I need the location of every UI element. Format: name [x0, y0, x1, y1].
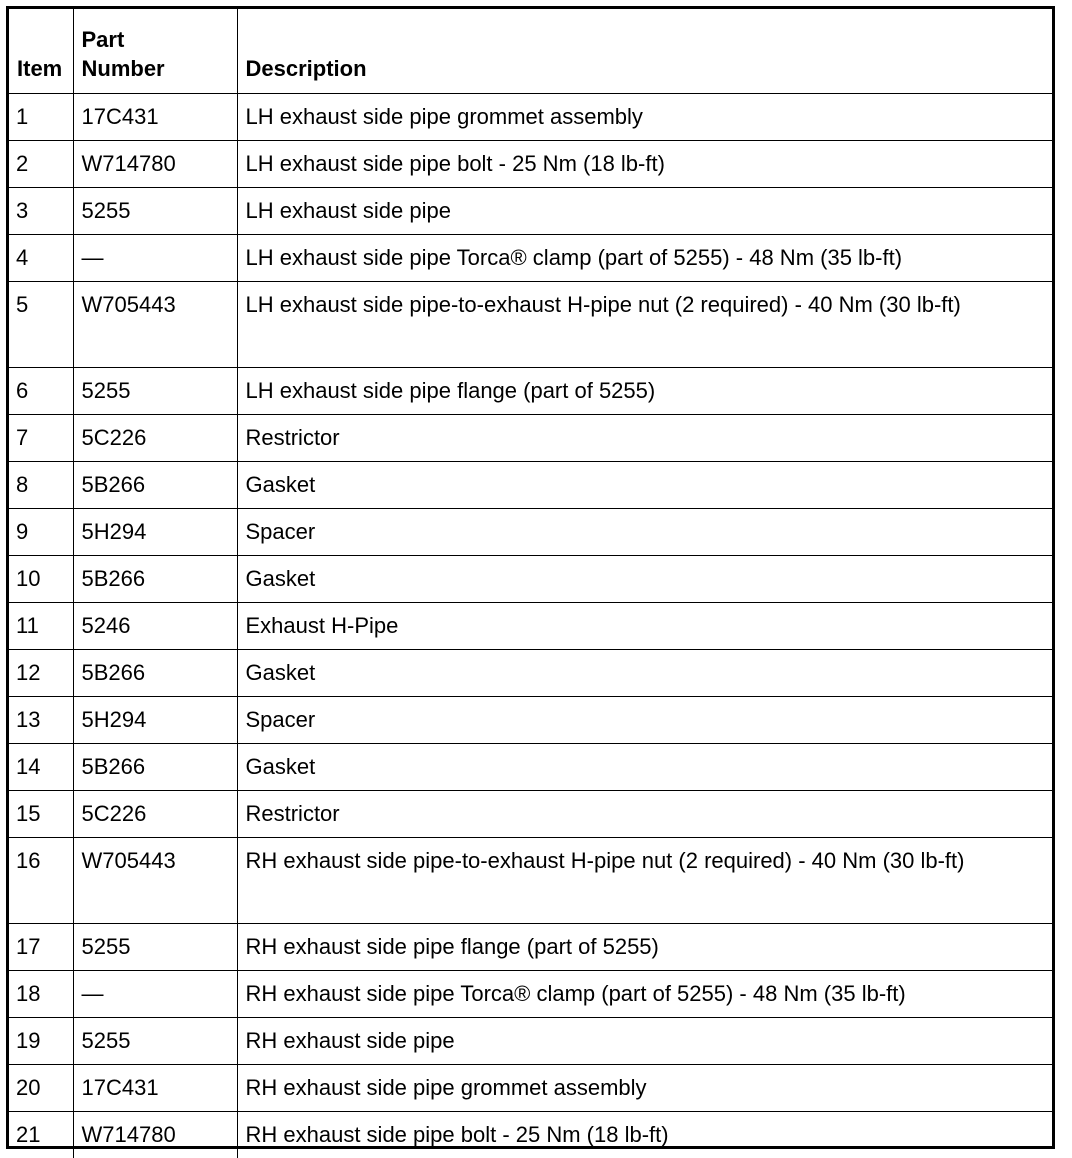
parts-table [9, 9, 1052, 1158]
cell-description: RH exhaust side pipe bolt - 25 Nm (18 lb-ft) [237, 1112, 1052, 1158]
table-row [9, 603, 1052, 650]
cell-part-number: — [73, 235, 237, 282]
cell-part-number: 5B266 [73, 462, 237, 509]
header-item: Item [9, 9, 73, 94]
cell-part-number: 5B266 [73, 556, 237, 603]
cell-description: LH exhaust side pipe [237, 188, 1052, 235]
cell-part-number: 5C226 [73, 791, 237, 838]
cell-description: LH exhaust side pipe grommet assembly [237, 94, 1052, 141]
cell-part-number: — [73, 971, 237, 1018]
cell-item: 4 [9, 235, 73, 282]
header-part-line1: Part [81, 27, 125, 52]
cell-part-number: 5B266 [73, 744, 237, 791]
cell-description: RH exhaust side pipe Torca® clamp (part of 5255) - 48 Nm (35 lb-ft) [237, 971, 1052, 1018]
cell-description: LH exhaust side pipe-to-exhaust H-pipe nut (2 required) - 40 Nm (30 lb-ft) [237, 282, 1052, 368]
table-row [9, 509, 1052, 556]
cell-item: 15 [9, 791, 73, 838]
table-row [9, 971, 1052, 1018]
cell-item: 1 [9, 94, 73, 141]
cell-item: 20 [9, 1065, 73, 1112]
header-part-number [73, 9, 237, 94]
cell-part-number: 5C226 [73, 415, 237, 462]
cell-item: 14 [9, 744, 73, 791]
table-row [9, 744, 1052, 791]
cell-description: RH exhaust side pipe-to-exhaust H-pipe nut (2 required) - 40 Nm (30 lb-ft) [237, 838, 1052, 924]
header-description: Description [237, 9, 1052, 94]
cell-item: 10 [9, 556, 73, 603]
cell-description: Spacer [237, 509, 1052, 556]
table-row [9, 697, 1052, 744]
table-row [9, 282, 1052, 368]
table-row [9, 924, 1052, 971]
header-part-line2: Number [81, 56, 165, 81]
table-row [9, 141, 1052, 188]
cell-part-number: 17C431 [73, 1065, 237, 1112]
table-row [9, 838, 1052, 924]
cell-item: 12 [9, 650, 73, 697]
cell-item: 3 [9, 188, 73, 235]
cell-item: 2 [9, 141, 73, 188]
cell-part-number: 5255 [73, 924, 237, 971]
cell-part-number: 5H294 [73, 509, 237, 556]
cell-item: 18 [9, 971, 73, 1018]
cell-description: LH exhaust side pipe bolt - 25 Nm (18 lb-ft) [237, 141, 1052, 188]
table-row [9, 1065, 1052, 1112]
cell-description: Gasket [237, 744, 1052, 791]
cell-description: Spacer [237, 697, 1052, 744]
cell-description: Gasket [237, 650, 1052, 697]
cell-part-number: 5255 [73, 1018, 237, 1065]
cell-item: 16 [9, 838, 73, 924]
cell-description: RH exhaust side pipe flange (part of 5255) [237, 924, 1052, 971]
cell-description: RH exhaust side pipe grommet assembly [237, 1065, 1052, 1112]
cell-description: Restrictor [237, 791, 1052, 838]
cell-description: RH exhaust side pipe [237, 1018, 1052, 1065]
cell-item: 21 [9, 1112, 73, 1158]
cell-item: 7 [9, 415, 73, 462]
table-row [9, 188, 1052, 235]
table-row [9, 1112, 1052, 1158]
cell-part-number: 5255 [73, 368, 237, 415]
cell-part-number: W705443 [73, 838, 237, 924]
cell-item: 17 [9, 924, 73, 971]
cell-item: 13 [9, 697, 73, 744]
table-row [9, 556, 1052, 603]
cell-item: 19 [9, 1018, 73, 1065]
table-row [9, 462, 1052, 509]
cell-part-number: W714780 [73, 1112, 237, 1158]
cell-item: 9 [9, 509, 73, 556]
table-header-row [9, 9, 1052, 94]
table-row [9, 368, 1052, 415]
cell-description: Exhaust H-Pipe [237, 603, 1052, 650]
cell-description: LH exhaust side pipe flange (part of 5255) [237, 368, 1052, 415]
cell-item: 6 [9, 368, 73, 415]
cell-part-number: 5B266 [73, 650, 237, 697]
cell-description: Restrictor [237, 415, 1052, 462]
cell-description: Gasket [237, 556, 1052, 603]
table-row [9, 650, 1052, 697]
cell-item: 5 [9, 282, 73, 368]
cell-description: Gasket [237, 462, 1052, 509]
cell-part-number: 5255 [73, 188, 237, 235]
cell-part-number: 5246 [73, 603, 237, 650]
cell-item: 8 [9, 462, 73, 509]
cell-part-number: W705443 [73, 282, 237, 368]
table-row [9, 791, 1052, 838]
cell-part-number: 5H294 [73, 697, 237, 744]
cell-description: LH exhaust side pipe Torca® clamp (part of 5255) - 48 Nm (35 lb-ft) [237, 235, 1052, 282]
cell-part-number: 17C431 [73, 94, 237, 141]
table-row [9, 235, 1052, 282]
cell-part-number: W714780 [73, 141, 237, 188]
table-row [9, 94, 1052, 141]
table-row [9, 1018, 1052, 1065]
cell-item: 11 [9, 603, 73, 650]
table-row [9, 415, 1052, 462]
